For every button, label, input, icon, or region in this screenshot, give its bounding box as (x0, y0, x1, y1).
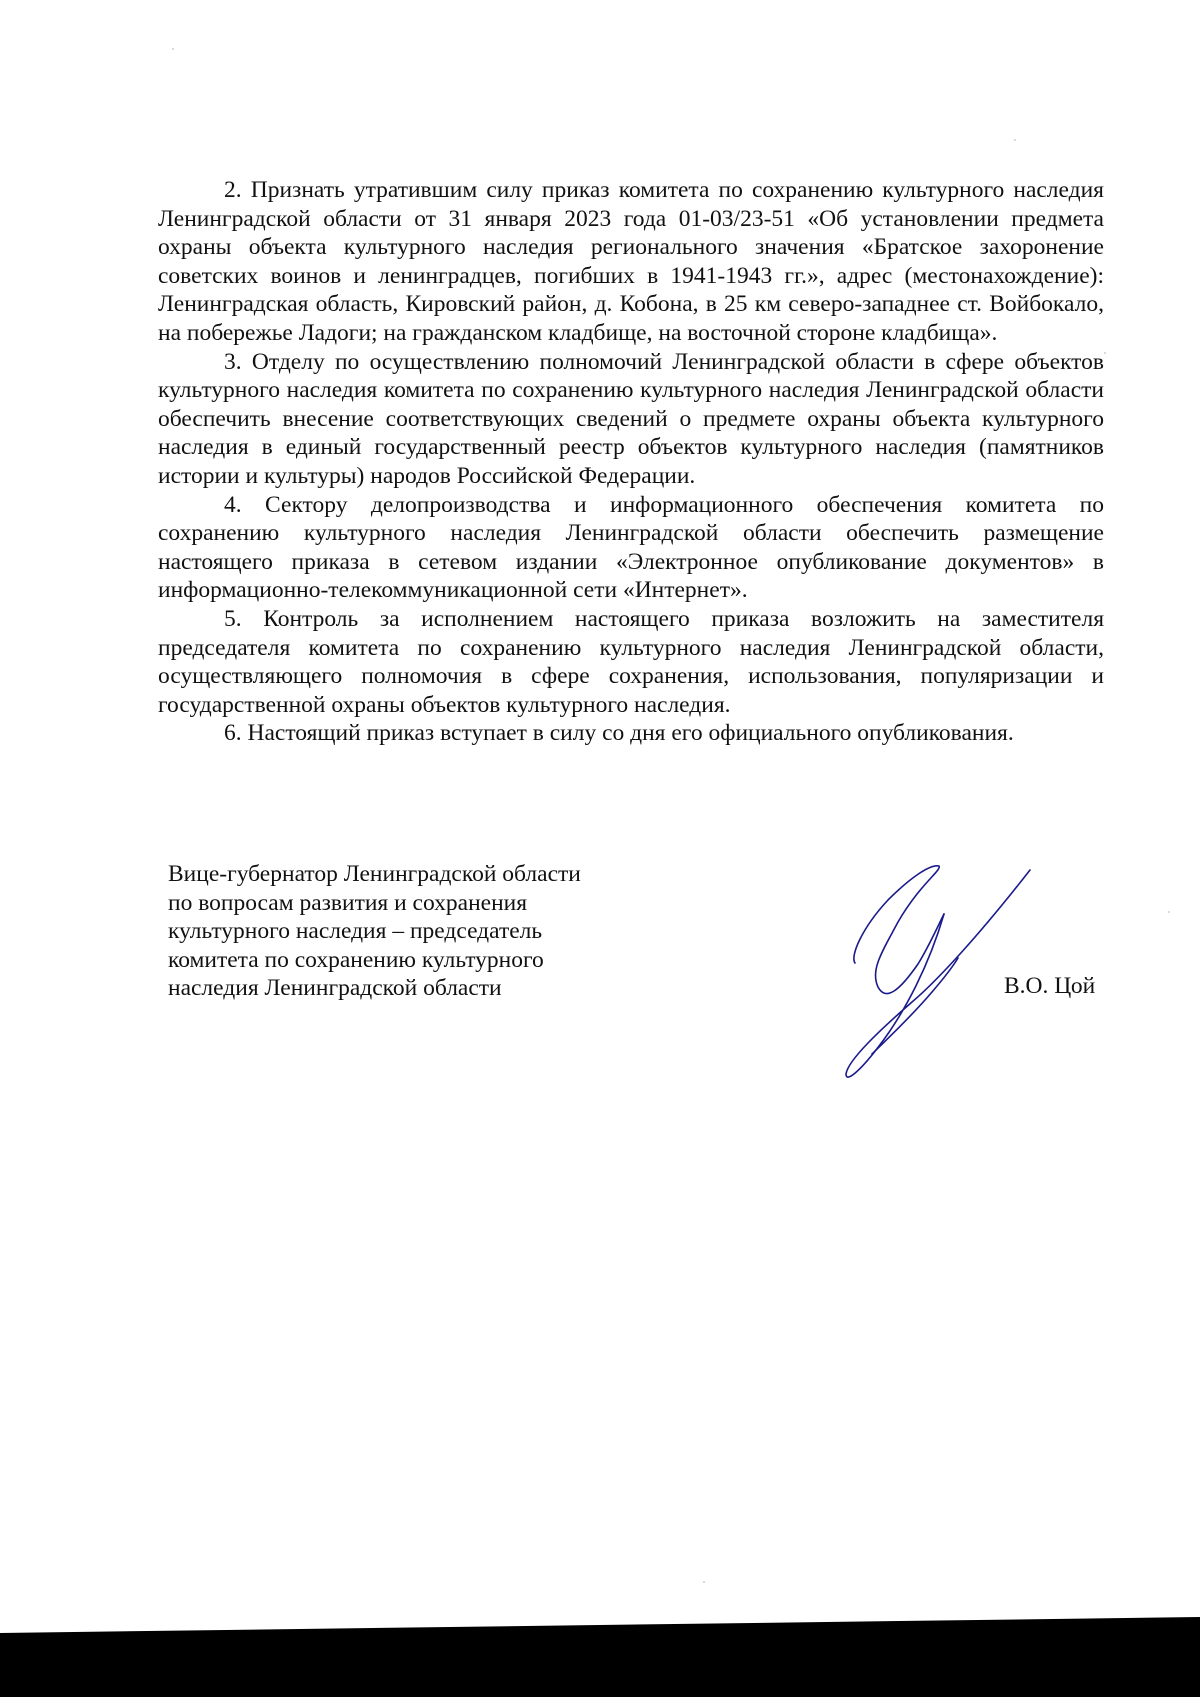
signature-strokes (846, 866, 1030, 1077)
paragraph-5: 5. Контроль за исполнением настоящего приказа возложить на заместителя председателя комитета по сохранению культурного наследия Ленинградской области, осуществляющего полномочия в сфере сохранения, использования, популяризации и государственной охраны объектов культурного наследия. (158, 605, 1104, 718)
signatory-position-line: по вопросам развития и сохранения (168, 889, 528, 916)
scan-speck (1104, 352, 1106, 354)
signatory-position-line: наследия Ленинградской области (168, 975, 502, 1002)
paragraph-4: 4. Сектору делопроизводства и информационного обеспечения комитета по сохранению культурного наследия Ленинградской области обеспечить размещение настоящего приказа в сетевом издании «Электронное опубликование документов» в информационно-телекоммуникационной сети «Интернет». (158, 491, 1104, 604)
signatory-position-line: культурного наследия – председатель (168, 918, 543, 945)
signatory-name: В.О. Цой (1004, 973, 1096, 999)
signatory-position (168, 860, 648, 1003)
signatory-position-line: комитета по сохранению культурного (168, 946, 544, 973)
paragraph-3: 3. Отделу по осуществлению полномочий Ленинградской области в сфере объектов культурного наследия комитета по сохранению культурного наследия Ленинградской области обеспечить внесение соответствующих сведений о предмете охраны объекта культурного наследия в единый государственный реестр объектов культурного наследия (памятников истории и культуры) народов Российской Федерации. (158, 348, 1104, 489)
scan-speck (1168, 911, 1170, 913)
scan-speck (1014, 139, 1016, 141)
signatory-position-line: Вице-губернатор Ленинградской области (168, 861, 581, 887)
scan-border (0, 1617, 1200, 1697)
order-body (158, 176, 1104, 748)
scan-speck (703, 1581, 705, 1583)
paragraph-2: 2. Признать утратившим силу приказ комитета по сохранению культурного наследия Ленинградской области от 31 января 2023 года 01-03/23-51 «Об установлении предмета охраны объекта культурного наследия регионального значения «Братское захоронение советских воинов и ленинградцев, погибших в 1941-1943 гг.», адрес (местонахождение): Ленинградская область, Кировский район, д. Кобона, в 25 км северо-западнее ст. Войбокало, на побережье Ладоги; на гражданском кладбище, на восточной стороне кладбища». (158, 177, 1104, 346)
paragraph-6: 6. Настоящий приказ вступает в силу со дня его официального опубликования. (224, 720, 1014, 747)
scan-speck (172, 48, 174, 50)
